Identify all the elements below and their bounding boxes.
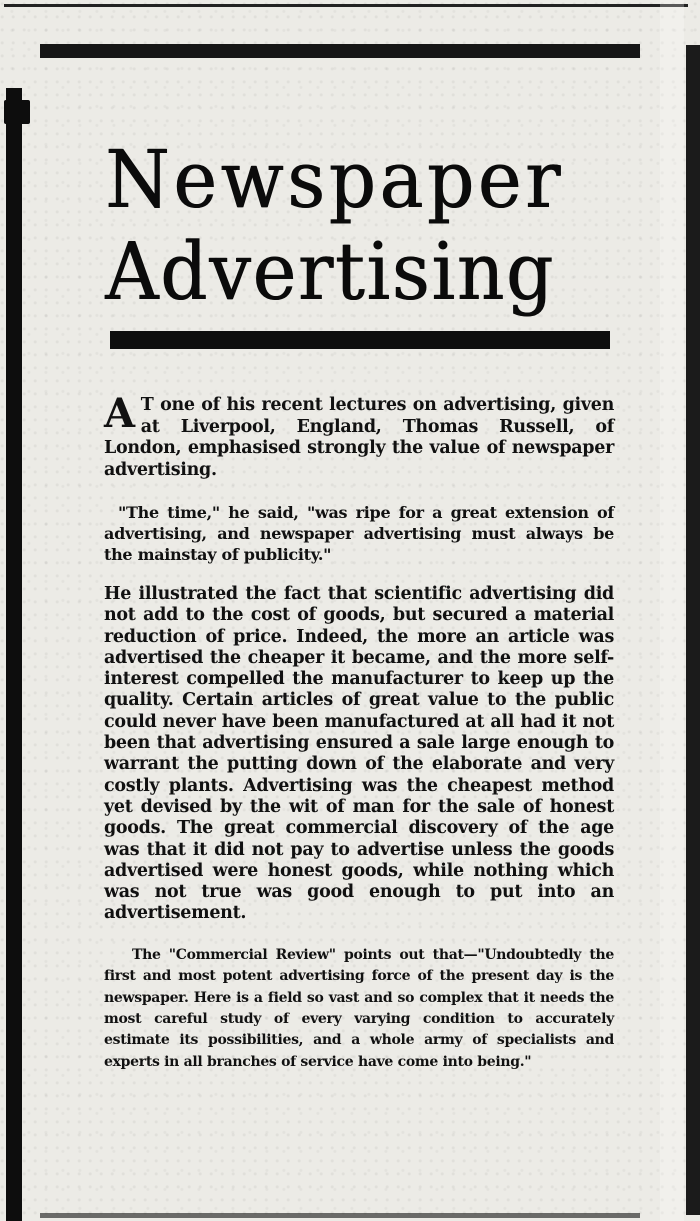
header-rule xyxy=(40,44,640,58)
page-fold-highlight xyxy=(660,0,684,1221)
article-paragraph-1 xyxy=(104,390,614,481)
article-body xyxy=(104,390,614,1073)
left-column-rule xyxy=(6,88,22,1221)
right-column-rule xyxy=(686,45,700,1215)
headline-line-1: Newspaper xyxy=(105,133,564,226)
article-paragraph-1-text: T one of his recent lectures on advertising, given at Liverpool, England, Thomas Russell, of London, emphasised strongly the value of newspaper advertising. xyxy=(104,395,614,480)
bottom-rule xyxy=(40,1213,640,1218)
left-rule-cap xyxy=(4,100,30,124)
article-paragraph-2: "The time," he said, "was ripe for a great extension of advertising, and newspaper advertising must always be the mainstay of publicity." xyxy=(104,503,614,564)
headline-underline-rule xyxy=(110,331,610,349)
headline-line-2: Advertising xyxy=(105,225,555,318)
drop-cap: A xyxy=(104,390,135,437)
article-paragraph-3: He illustrated the fact that scientific advertising did not add to the cost of goods, but secured a material reduction of price. Indeed, the more an article was advertised the cheaper it became, and the more self-interest compelled the manufacturer to keep up the quality. Certain articles of great value to the public could never have been manufactured at all had it not been that advertising ensured a sale large enough to warrant the putting down of the elaborate and very costly plants. Advertising was the cheapest method yet devised by the wit of man for the sale of honest goods. The great commercial discovery of the age was that it did not pay to advertise unless the goods advertised were honest goods, while nothing which was not true was good enough to put into an advertisement. xyxy=(104,584,614,924)
top-border-rule xyxy=(4,4,688,7)
article-paragraph-4: The "Commercial Review" points out that—"Undoubtedly the first and most potent advertising force of the present day is the newspaper. Here is a field so vast and so complex that it needs the most careful study of every varying condition to accurately estimate its possibilities, and a whole army of specialists and experts in all branches of service have come into being." xyxy=(104,946,614,1070)
